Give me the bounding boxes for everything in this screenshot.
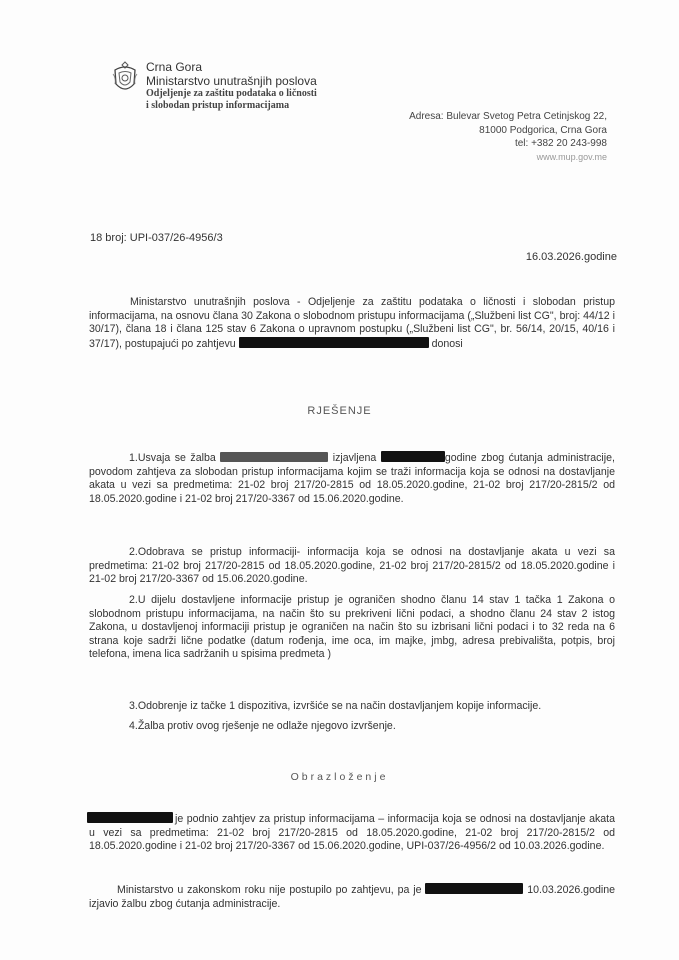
address-block [409,110,607,164]
coat-of-arms-icon [112,60,138,96]
organization-block [146,60,317,112]
redacted-name [220,452,328,462]
department-name-line2: i slobodan pristup informacijama [146,100,290,111]
decision-item-1-start: 1.Usvaja se žalba [129,452,216,464]
decision-item-1-end: godine zbog ćutanja administracije, povodom zahtjeva za slobodan pristup informacijama kojim se traži informacija koja se odnosi na dostavljanje akata u vezi sa predmetima: 21-02 broj 217/20-2815 od 18.05.2020.godine, 21-02 broj 217/20-2815/2 od 18.05.2020.godine i 21-02 broj 217/20-3367 od 15.06.2020.godine. [89,452,615,505]
country-name: Crna Gora [146,60,203,74]
address-phone: tel: +382 20 243-998 [514,138,607,149]
ministry-name: Ministarstvo unutrašnjih poslova [146,74,317,88]
reasoning-paragraph-1-text: je podnio zahtjev za pristup informacijama – informacija koja se odnosi na dostavljanje akata u vezi sa predmetima: 21-02 broj 217/20-2815 od 18.05.2020.godine, 21-02 broj 217/20-2815/2 od 18.05.2020.godine i 21-02 broj 217/20-3367 od 15.06.2020.godine, UPI-037/26-4956/2 od 10.03.2026.godine. [89,813,615,853]
intro-paragraph [89,296,615,351]
address-city: 81000 Podgorica, Crna Gora [479,124,607,136]
decision-item-3: 3.Odobrenje iz tačke 1 dispozitiva, izvršiće se na način dostavljanjem kopije informacije. [129,700,542,712]
redacted-name [87,812,173,823]
redacted-name [425,883,523,894]
address-street: Adresa: Bulevar Svetog Petra Cetinjskog 22, [409,111,607,122]
decision-item-2: 2.Odobrava se pristup informaciji- informacija koja se odnosi na dostavljanje akata u vezi sa predmetima: 21-02 broj 217/20-2815 od 18.05.2020.godine, 21-02 broj 217/20-2815/2 od 18.05.2020.godine i 21-02 broj 217/20-3367 od 15.06.2020.godine. [89,546,615,586]
department-name-line1: Odjeljenje za zaštitu podataka o ličnosti [146,88,317,99]
reasoning-paragraph-1 [89,812,615,854]
decision-item-1 [89,451,615,506]
decision-item-4: 4.Žalba protiv ovog rješenje ne odlaže njegovo izvršenje. [129,720,396,732]
reference-number: 18 broj: UPI-037/26-4956/3 [90,232,223,244]
redacted-date [381,451,445,462]
decision-item-1-mid: izjavljena [332,452,377,464]
document-date: 16.03.2026.godine [525,251,617,263]
decision-item-2b: 2.U dijelu dostavljene informacije pristup je ograničen shodno članu 14 stav 1 tačka 1 Zakona o slobodnom pristupu informacijama, na način što su prekriveni lični podaci, a shodno članu 24 stav 2 istog Zakona, u dostavljenoj informaciji pristup je ograničen na način što su izbrisani lični podaci i to 32 reda na 6 strana koje sadrži lične podatke (datum rođenja, ime oca, im majke, jmbg, adresa prebivališta, potpis, broj telefona, imena lica sadržanih u spisima predmeta ) [89,594,615,661]
reasoning-heading: Obrazloženje [290,771,389,783]
intro-text: Ministarstvo unutrašnjih poslova - Odjeljenje za zaštitu podataka o ličnosti i slobodan pristup informacijama, na osnovu člana 30 Zakona o slobodnom pristupu informacijama („Službeni list CG", broj: 44/12 i 30/17), člana 18 i člana 125 stav 6 Zakona o upravnom postupku („Službeni list CG", br. 56/14, 20/15, 40/16 i 37/17), postupajući po zahtjevu [89,296,615,350]
decision-heading: RJEŠENJE [307,405,372,417]
address-website: www.mup.gov.me [536,151,607,162]
intro-tail: donosi [431,337,463,350]
redacted-name [239,337,429,348]
reasoning-paragraph-2-start: Ministarstvo u zakonskom roku nije postupilo po zahtjevu, pa je [117,884,422,896]
reasoning-paragraph-2 [89,883,615,911]
reasoning-paragraph-2-end: 10.03.2026.godine izjavio žalbu zbog ćutanja administracije. [89,884,615,910]
